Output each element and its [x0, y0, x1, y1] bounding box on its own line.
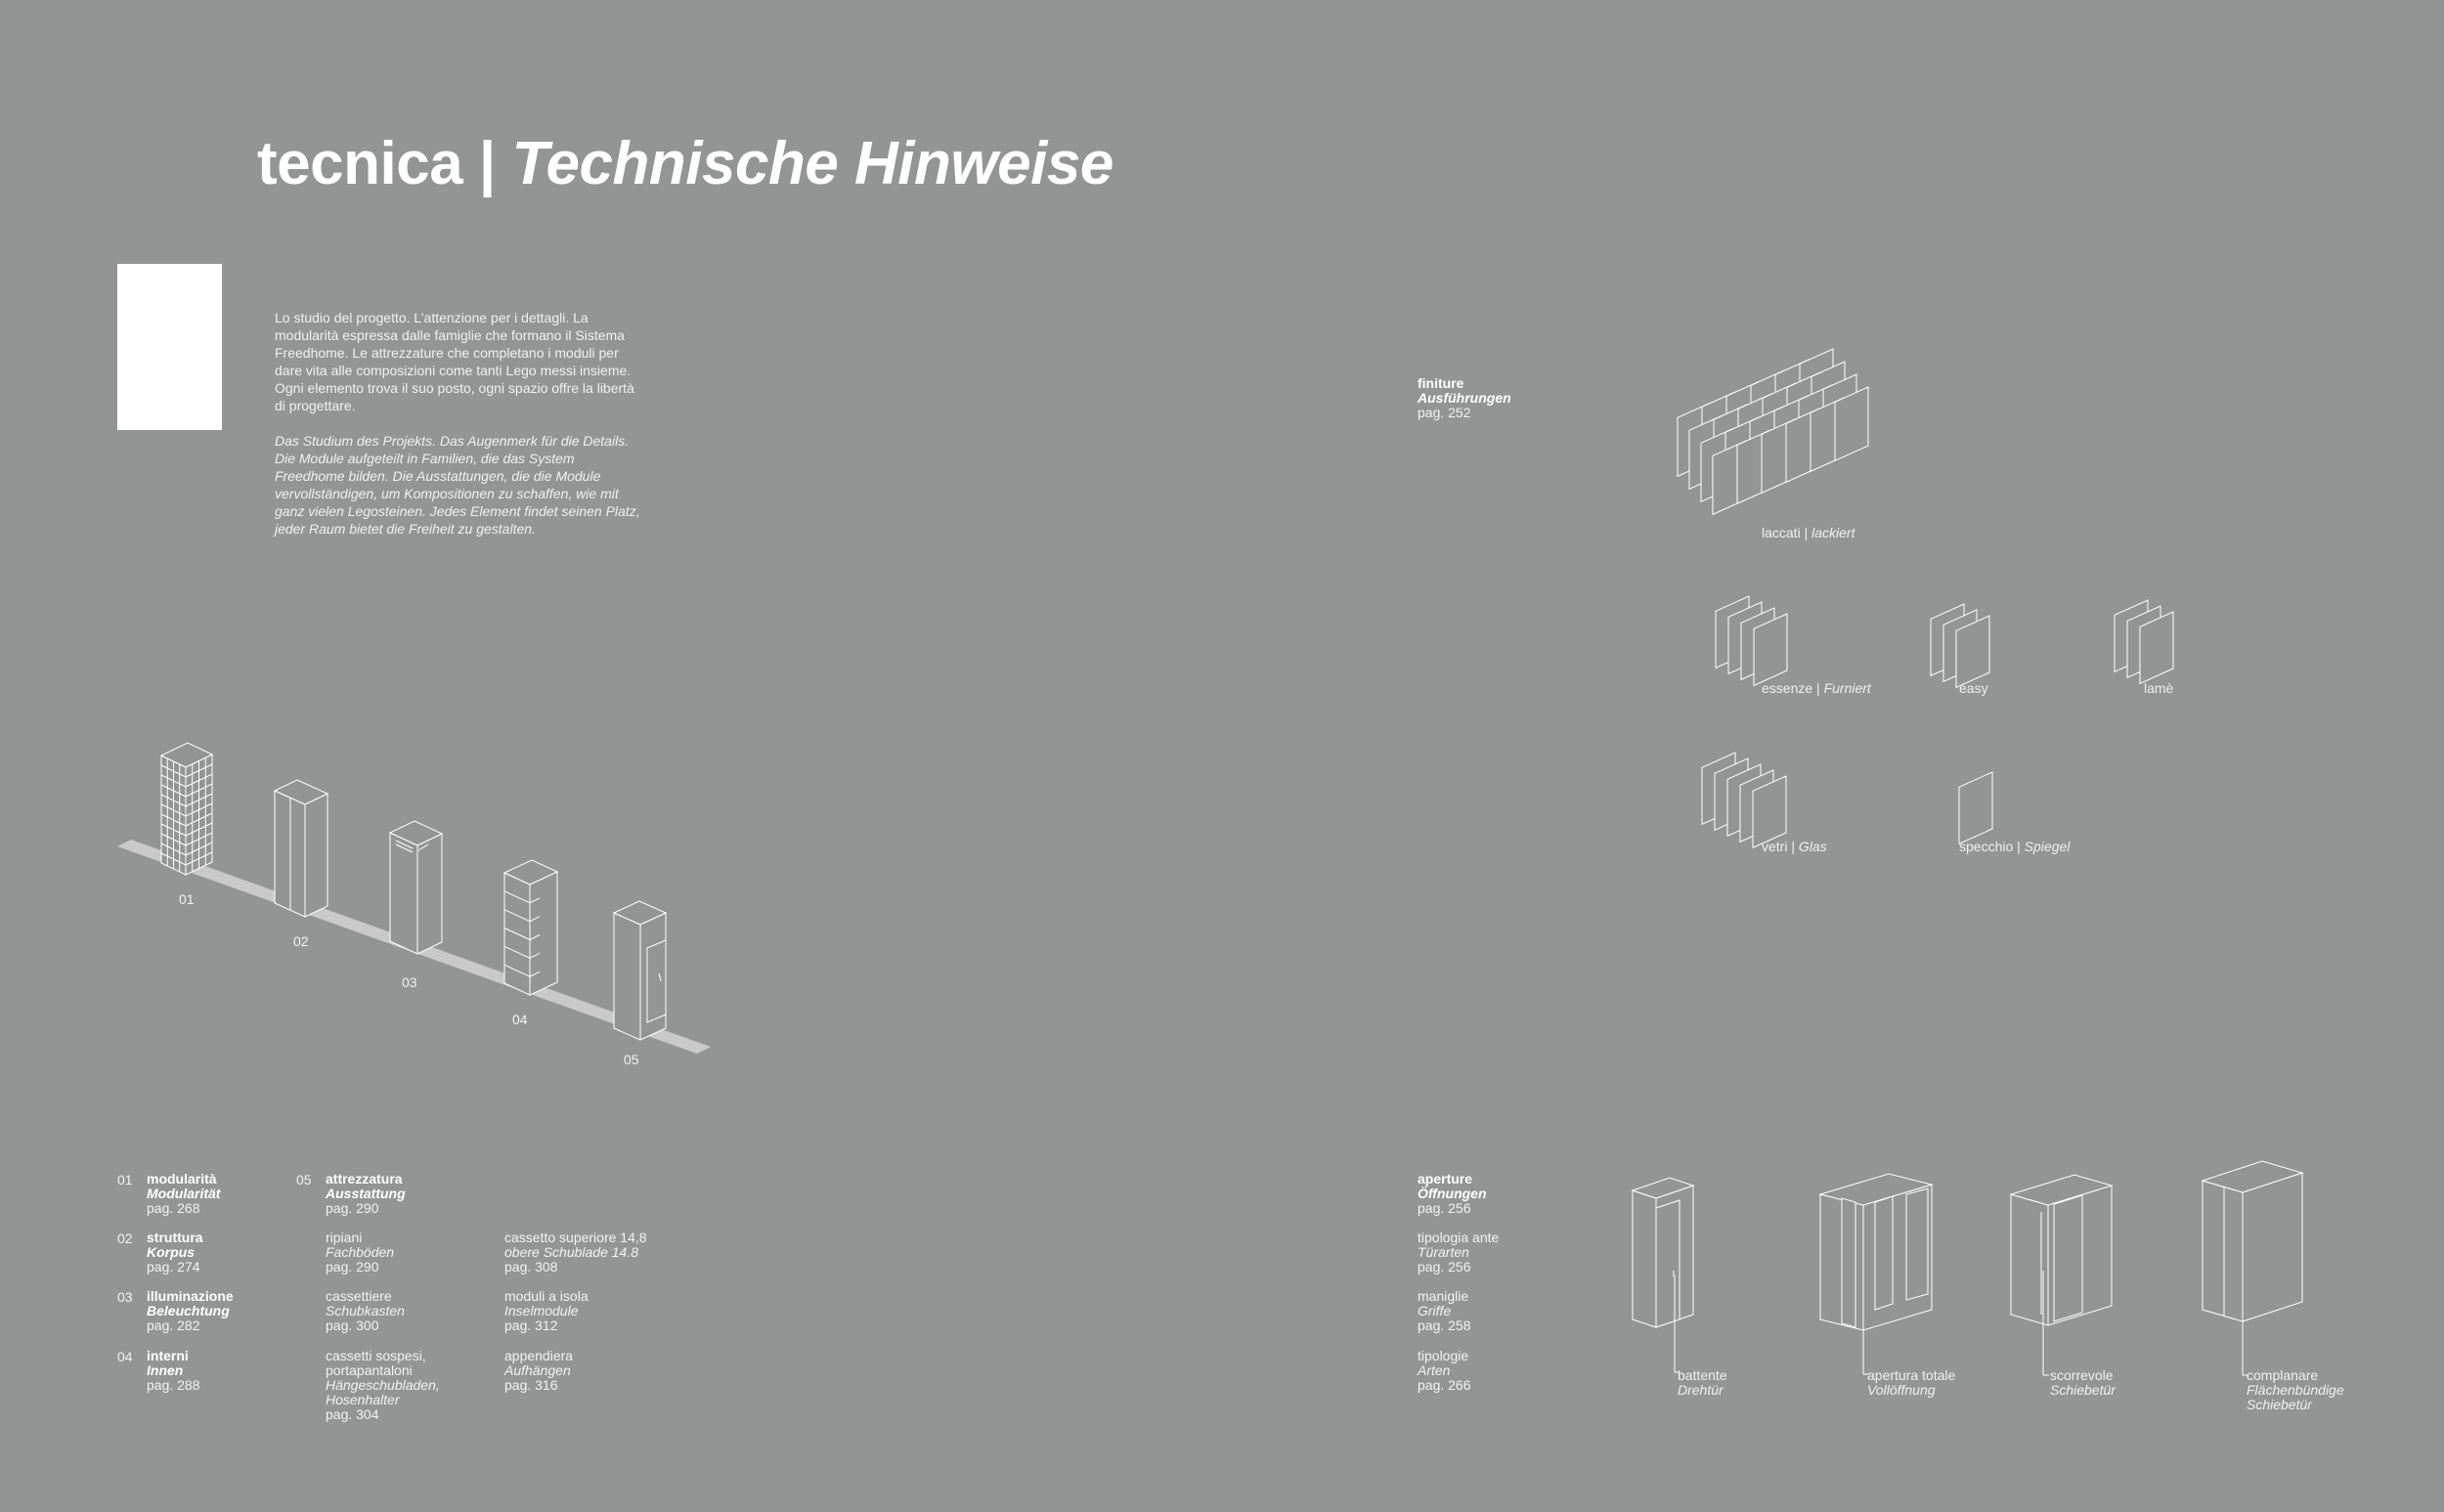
index-attrezzatura — [326, 1172, 406, 1216]
index-page: pag. 308 — [504, 1259, 558, 1274]
type-it: complanare — [2247, 1367, 2319, 1383]
battente-label — [1678, 1368, 1727, 1398]
aperture-item — [1418, 1349, 1471, 1393]
aperture-item-de: Griffe — [1418, 1303, 1452, 1318]
aperture-item-de: Türarten — [1418, 1244, 1469, 1260]
index-interni — [147, 1349, 200, 1393]
aperture-item — [1418, 1231, 1499, 1274]
aperture-heading — [1418, 1172, 1487, 1216]
apertura-totale-label — [1867, 1368, 1955, 1398]
aperture-title: aperture — [1418, 1171, 1473, 1187]
index-title: interni — [147, 1348, 189, 1363]
index-appendiera — [504, 1349, 700, 1393]
module-05-illustration — [614, 901, 666, 1040]
index-title: moduli a isola — [504, 1288, 589, 1304]
aperture-item — [1418, 1289, 1471, 1333]
index-moduli-isola — [504, 1289, 700, 1333]
module-label-05: 05 — [624, 1052, 639, 1067]
complanare-wardrobe — [2203, 1161, 2302, 1375]
mirror-panel — [1959, 772, 1992, 843]
index-num-03: 03 — [117, 1289, 133, 1305]
index-title-de: Modularität — [147, 1186, 221, 1201]
index-title: ripiani — [326, 1230, 363, 1245]
complanare-label — [2247, 1368, 2364, 1412]
finiture-heading — [1418, 376, 1511, 420]
specchio-label — [1959, 840, 2070, 854]
aperture-item-de: Arten — [1418, 1362, 1451, 1378]
aperture-item-page: pag. 256 — [1418, 1259, 1471, 1274]
index-page: pag. 282 — [147, 1318, 200, 1333]
aperture-title-de: Öffnungen — [1418, 1186, 1487, 1201]
specchio-panels — [1959, 772, 1992, 843]
type-it: battente — [1678, 1367, 1727, 1383]
index-cassettiere — [326, 1289, 492, 1333]
lame-label: lamè — [2144, 680, 2174, 696]
apertura-totale-wardrobe — [1820, 1174, 1932, 1374]
aperture-item-page: pag. 258 — [1418, 1318, 1471, 1333]
index-cassetto-superiore — [504, 1231, 700, 1274]
type-de: Drehtür — [1678, 1382, 1724, 1398]
index-title-de: Beleuchtung — [147, 1303, 230, 1318]
module-label-04: 04 — [512, 1012, 528, 1027]
type-de: Flächenbündige Schiebetür — [2247, 1382, 2344, 1412]
module-label-03: 03 — [402, 974, 417, 990]
easy-label: easy — [1959, 680, 1988, 696]
index-illuminazione — [147, 1289, 234, 1333]
index-page: pag. 300 — [326, 1318, 379, 1333]
index-title: cassetti sospesi, portapantaloni — [326, 1348, 426, 1378]
module-01-illustration — [161, 743, 212, 875]
index-title: cassettiere — [326, 1288, 392, 1304]
essenze-de: Furniert — [1823, 680, 1871, 696]
title-italic: Technische Hinweise — [511, 130, 1113, 197]
essenze-label — [1762, 681, 1871, 696]
laccati-it: laccati | — [1762, 525, 1809, 540]
intro-german: Das Studium des Projekts. Das Augenmerk für die Details. Die Module aufgeteilt in Familien, die das System Freedhome bilden. Die Ausstattungen, die die Module vervollständigen, um Kompositionen zu schaffen, wie mit ganz vielen Legosteinen. Jedes Element findet seinen Platz, jeder Raum bietet die Freiheit zu gestalten. — [275, 433, 640, 537]
battente-wardrobe — [1633, 1178, 1693, 1372]
index-page: pag. 268 — [147, 1200, 200, 1216]
scorrevole-label — [2050, 1368, 2116, 1398]
aperture-item-title: maniglie — [1418, 1288, 1469, 1304]
module-04-illustration — [504, 860, 557, 995]
aperture-page: pag. 256 — [1418, 1200, 1471, 1216]
index-title-de: Aufhängen — [504, 1362, 571, 1378]
index-num-04: 04 — [117, 1349, 133, 1364]
specchio-de: Spiegel — [2024, 839, 2071, 854]
type-de: Schiebetür — [2050, 1382, 2116, 1398]
index-page: pag. 312 — [504, 1318, 558, 1333]
index-title-de: Innen — [147, 1362, 184, 1378]
index-struttura — [147, 1231, 203, 1274]
vetri-panels — [1702, 753, 1786, 847]
finiture-title: finiture — [1418, 375, 1464, 391]
module-label-01: 01 — [179, 891, 195, 907]
easy-panels — [1931, 604, 1989, 687]
index-cassetti-sospesi — [326, 1349, 453, 1422]
type-it: apertura totale — [1867, 1367, 1956, 1383]
index-title-de: Hängeschubladen, Hosenhalter — [326, 1377, 440, 1407]
type-it: scorrevole — [2050, 1367, 2114, 1383]
index-title: modularità — [147, 1171, 217, 1187]
finiture-title-de: Ausführungen — [1418, 390, 1511, 406]
index-modularita — [147, 1172, 220, 1216]
index-page: pag. 290 — [326, 1200, 379, 1216]
vetri-it: vetri | — [1762, 839, 1795, 854]
module-02-illustration — [275, 780, 327, 917]
aperture-item-page: pag. 266 — [1418, 1377, 1471, 1393]
intro-italian: Lo studio del progetto. L’attenzione per i dettagli. La modularità espressa dalle famiglie che formano il Sistema Freedhome. Le attrezzature che completano i moduli per dare vita alle composizioni come tanti Lego messi insieme. Ogni elemento trova il suo posto, ogni spazio offre la libertà di progettare. — [275, 310, 634, 413]
index-title: struttura — [147, 1230, 203, 1245]
index-page: pag. 304 — [326, 1406, 379, 1422]
index-title: illuminazione — [147, 1288, 234, 1304]
vetri-label — [1762, 840, 1827, 854]
laccati-panels — [1678, 349, 1868, 514]
essenze-panels — [1716, 596, 1787, 685]
index-num-02: 02 — [117, 1231, 133, 1246]
index-page: pag. 316 — [504, 1377, 558, 1393]
scorrevole-wardrobe — [2011, 1175, 2112, 1375]
module-label-02: 02 — [293, 933, 309, 949]
laccati-de: lackiert — [1811, 525, 1855, 540]
index-page: pag. 288 — [147, 1377, 200, 1393]
index-title-de: Korpus — [147, 1244, 195, 1260]
finiture-page: pag. 252 — [1418, 405, 1471, 420]
index-title-de: obere Schublade 14.8 — [504, 1244, 638, 1260]
index-title: attrezzatura — [326, 1171, 403, 1187]
module-03-illustration — [390, 821, 442, 954]
essenze-it: essenze | — [1762, 680, 1820, 696]
specchio-it: specchio | — [1959, 839, 2021, 854]
laccati-label — [1762, 526, 1855, 540]
index-title-de: Schubkasten — [326, 1303, 405, 1318]
type-de: Vollöffnung — [1867, 1382, 1936, 1398]
index-title-de: Fachböden — [326, 1244, 395, 1260]
index-num-01: 01 — [117, 1172, 133, 1188]
aperture-item-title: tipologie — [1418, 1348, 1469, 1363]
aperture-item-title: tipologia ante — [1418, 1230, 1500, 1245]
index-title-de: Inselmodule — [504, 1303, 579, 1318]
title-main: tecnica | — [257, 130, 496, 197]
index-ripiani — [326, 1231, 492, 1274]
vetri-de: Glas — [1798, 839, 1827, 854]
index-page: pag. 274 — [147, 1259, 200, 1274]
index-num-05: 05 — [296, 1172, 312, 1188]
index-title: cassetto superiore 14,8 — [504, 1230, 647, 1245]
lame-panels — [2115, 600, 2173, 683]
index-page: pag. 290 — [326, 1259, 379, 1274]
index-title-de: Ausstattung — [326, 1186, 406, 1201]
index-title: appendiera — [504, 1348, 574, 1363]
